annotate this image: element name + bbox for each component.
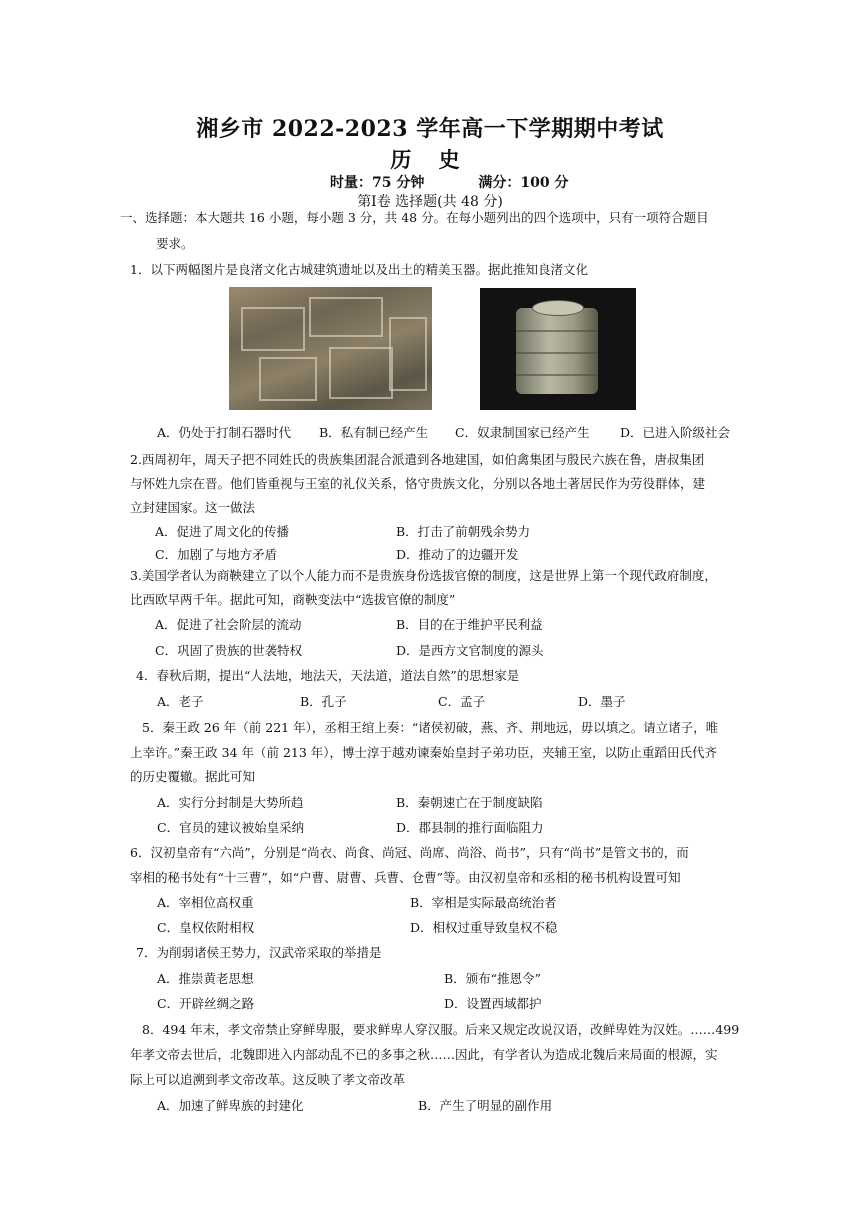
- question-1-stem: 1．以下两幅图片是良渚文化古城建筑遗址以及出土的精美玉器。据此推知良渚文化: [130, 262, 588, 277]
- q7-option-b[interactable]: B．颁布“推恩令”: [444, 971, 541, 986]
- liangzhu-ruins-photo: [229, 287, 432, 410]
- q2-option-d[interactable]: D．推动了的边疆开发: [396, 547, 519, 562]
- q1-option-b[interactable]: B．私有制已经产生: [319, 425, 429, 440]
- q8-option-a[interactable]: A．加速了鲜卑族的封建化: [157, 1098, 304, 1113]
- question-3-stem-line2: 比西欧早两千年。据此可知，商鞅变法中“选拔官僚的制度”: [130, 592, 456, 607]
- q4-option-b[interactable]: B．孔子: [300, 694, 347, 709]
- question-6-stem: 6．汉初皇帝有“六尚”，分别是“尚衣、尚食、尚冠、尚席、尚浴、尚书”，只有“尚书”是管文书的，而: [130, 845, 689, 860]
- q5-option-b[interactable]: B．秦朝速亡在于制度缺陷: [396, 795, 543, 810]
- question-2-stem-line2: 与怀姓九宗在晋。他们皆重视与王室的礼仪关系，恪守贵族文化，分别以各地土著居民作为劳役群体，建: [130, 476, 706, 491]
- q2-option-b[interactable]: B．打击了前朝残余势力: [396, 524, 531, 539]
- q3-option-a[interactable]: A．促进了社会阶层的流动: [155, 617, 302, 632]
- q6-option-c[interactable]: C．皇权依附相权: [157, 920, 255, 935]
- question-5-stem-line3: 的历史覆辙。据此可知: [130, 769, 256, 784]
- question-4-stem: 4．春秋后期，提出“人法地，地法天，天法道，道法自然”的思想家是: [136, 668, 520, 683]
- exam-meta: [330, 172, 568, 192]
- q6-option-b[interactable]: B．宰相是实际最高统治者: [410, 895, 557, 910]
- jade-cong-object: [516, 308, 598, 394]
- question-5-stem-line2: 上幸许。”秦王政 34 年（前 213 年），博士淳于越劝谏秦始皇封子弟功臣，夹辅王室，以防止重蹈田氏代齐: [130, 745, 718, 760]
- q5-option-a[interactable]: A．实行分封制是大势所趋: [157, 795, 304, 810]
- q8-option-b[interactable]: B．产生了明显的副作用: [418, 1098, 553, 1113]
- q1-option-a[interactable]: A．仍处于打制石器时代: [157, 425, 292, 440]
- question-8-stem-line2: 年孝文帝去世后，北魏即进入内部动乱不已的多事之秋……因此，有学者认为造成北魏后来局面的根源，实: [130, 1047, 718, 1062]
- q2-option-a[interactable]: A．促进了周文化的传播: [155, 524, 290, 539]
- q4-option-c[interactable]: C．孟子: [438, 694, 486, 709]
- q1-option-c[interactable]: C．奴隶制国家已经产生: [455, 425, 590, 440]
- time-limit: 时量：75 分钟: [330, 175, 425, 191]
- question-2-stem: 2.西周初年，周天子把不同姓氏的贵族集团混合派遣到各地建国，如伯禽集团与殷民六族在鲁，唐叔集团: [130, 452, 705, 467]
- q4-option-a[interactable]: A．老子: [157, 694, 204, 709]
- section-instruction: 一、选择题：本大题共 16 小题，每小题 3 分，共 48 分。在每小题列出的四个选项中，只有一项符合题目: [120, 210, 709, 225]
- subject-title: 历 史: [390, 147, 470, 172]
- q7-option-d[interactable]: D．设置西域都护: [444, 996, 542, 1011]
- q2-option-c[interactable]: C．加剧了与地方矛盾: [155, 547, 278, 562]
- question-2-stem-line3: 立封建国家。这一做法: [130, 500, 256, 515]
- exam-title: 湘乡市 2022-2023 学年高一下学期期中考试: [196, 116, 664, 142]
- q6-option-d[interactable]: D．相权过重导致皇权不稳: [410, 920, 558, 935]
- section-instruction-cont: 要求。: [156, 236, 194, 251]
- q3-option-b[interactable]: B．目的在于维护平民利益: [396, 617, 543, 632]
- q6-option-a[interactable]: A．宰相位高权重: [157, 895, 254, 910]
- q1-option-d[interactable]: D．已进入阶级社会: [620, 425, 731, 440]
- question-3-stem: 3.美国学者认为商鞅建立了以个人能力而不是贵族身份选拔官僚的制度，这是世界上第一个现代政府制度，: [130, 568, 717, 583]
- question-8-stem-line3: 际上可以追溯到孝文帝改革。这反映了孝文帝改革: [130, 1072, 406, 1087]
- q7-option-c[interactable]: C．开辟丝绸之路: [157, 996, 255, 1011]
- question-7-stem: 7．为削弱诸侯王势力，汉武帝采取的举措是: [136, 945, 382, 960]
- q4-option-d[interactable]: D．墨子: [578, 694, 626, 709]
- full-score: 满分：100 分: [478, 175, 569, 191]
- question-6-stem-line2: 宰相的秘书处有“十三曹”，如“户曹、尉曹、兵曹、仓曹”等。由汉初皇帝和丞相的秘书机构设置可知: [130, 870, 681, 885]
- q5-option-c[interactable]: C．官员的建议被始皇采纳: [157, 820, 305, 835]
- q5-option-d[interactable]: D．郡县制的推行面临阻力: [396, 820, 544, 835]
- part-heading: 第Ⅰ卷 选择题(共 48 分): [357, 194, 503, 210]
- question-5-stem: 5．秦王政 26 年（前 221 年），丞相王绾上奏：“诸侯初破，燕、齐、荆地远，毋以填之。请立诸子，唯: [142, 720, 719, 735]
- jade-cong-photo: [480, 288, 636, 410]
- question-8-stem: 8．494 年末，孝文帝禁止穿鲜卑服，要求鲜卑人穿汉服。后来又规定改说汉语，改鲜卑姓为汉姓。……499: [142, 1022, 740, 1037]
- q3-option-d[interactable]: D．是西方文官制度的源头: [396, 643, 544, 658]
- q3-option-c[interactable]: C．巩固了贵族的世袭特权: [155, 643, 303, 658]
- q7-option-a[interactable]: A．推崇黄老思想: [157, 971, 254, 986]
